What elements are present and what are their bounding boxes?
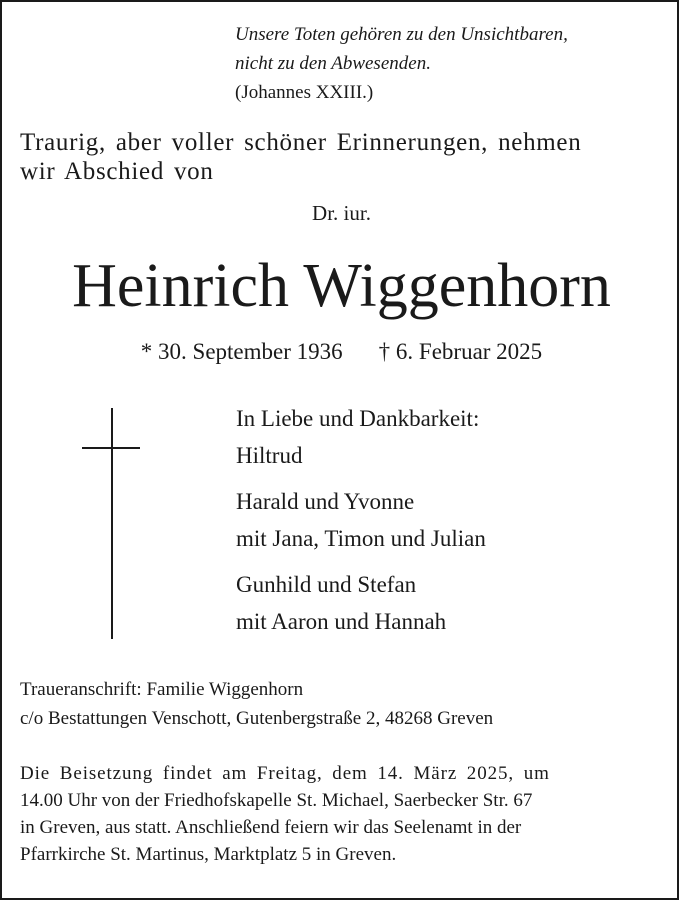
burial-information [20, 760, 665, 868]
mourner-group [236, 437, 666, 474]
mourner-name: Harald und Yvonne [236, 489, 415, 514]
mourner-group [236, 566, 666, 640]
memorial-quote [235, 20, 675, 107]
deceased-name: Heinrich Wiggenhorn [72, 252, 611, 320]
life-dates [2, 339, 679, 365]
cross-icon [82, 408, 142, 640]
mourner-children: mit Jana, Timon und Julian [236, 526, 486, 551]
intro-line-1: Traurig, aber voller schöner Erinnerungen, nehmen [20, 129, 582, 156]
birth-date: * 30. September 1936 [140, 339, 343, 364]
quote-line-1: Unsere Toten gehören zu den Unsichtbaren, [235, 24, 568, 45]
mourners-heading: In Liebe und Dankbarkeit: [236, 406, 480, 431]
address-line-1: Traueranschrift: Familie Wiggenhorn [20, 679, 304, 700]
burial-line-1: Die Beisetzung findet am Freitag, dem 14. März 2025, um [20, 763, 550, 784]
mourner-group [236, 483, 666, 557]
quote-line-2: nicht zu den Abwesenden. [235, 53, 431, 74]
academic-title: Dr. iur. [312, 201, 371, 225]
intro-line-2: wir Abschied von [20, 158, 214, 185]
death-date: † 6. Februar 2025 [378, 339, 543, 364]
mourner-children: mit Aaron und Hannah [236, 609, 447, 634]
quote-author: (Johannes XXIII.) [235, 82, 374, 103]
address-line-2: c/o Bestattungen Venschott, Gutenbergstraße 2, 48268 Greven [20, 708, 494, 729]
burial-line-3: in Greven, aus statt. Anschließend feiern wir das Seelenamt in der [20, 817, 522, 838]
burial-line-2: 14.00 Uhr von der Friedhofskapelle St. Michael, Saerbecker Str. 67 [20, 790, 533, 811]
mourning-address [20, 675, 670, 733]
intro-text [20, 128, 670, 186]
mourners-list [236, 400, 666, 640]
burial-line-4: Pfarrkirche St. Martinus, Marktplatz 5 in Greven. [20, 844, 397, 865]
mourner-name: Gunhild und Stefan [236, 572, 417, 597]
mourner-name: Hiltrud [236, 443, 303, 468]
